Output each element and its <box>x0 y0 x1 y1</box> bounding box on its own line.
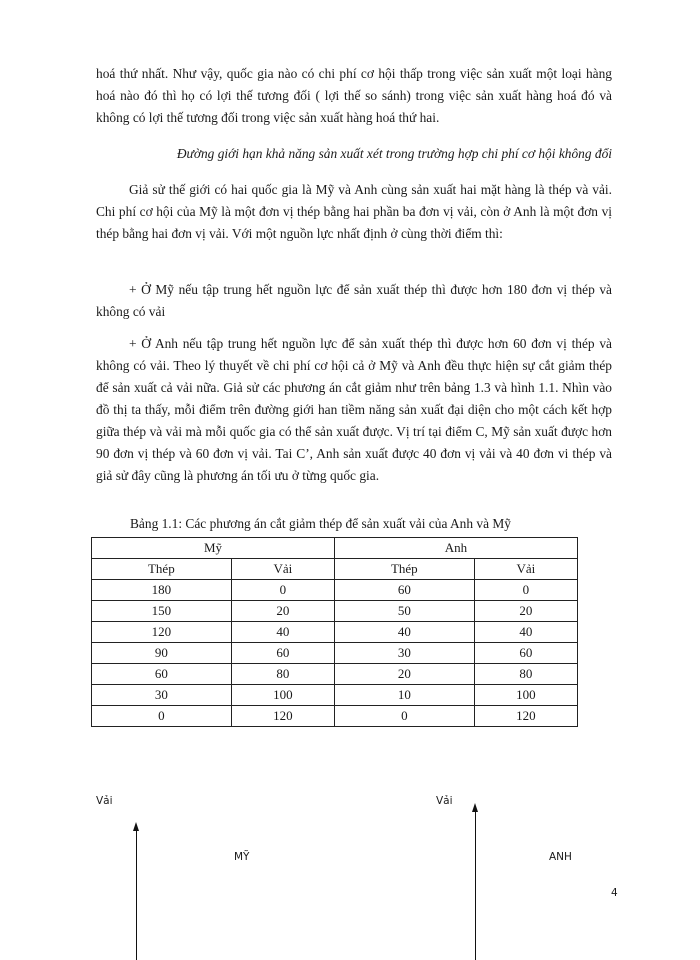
table-cell: 90 <box>92 643 232 664</box>
table-cell: 40 <box>231 622 334 643</box>
table-cell: 40 <box>474 622 577 643</box>
table-cell: 100 <box>474 685 577 706</box>
table-cell: 180 <box>92 580 232 601</box>
table-row <box>92 706 578 727</box>
paragraph-assumption: Giả sử thế giới có hai quốc gia là Mỹ và Anh cùng sản xuất hai mặt hàng là thép và vải. Chi phí cơ hội của Mỹ là một đơn vị thép bằng hai phần ba đơn vị vải, còn ở Anh là một đơn vị thép bằng hai đơn vị vải. Với một nguồn lực nhất định ở cùng thời điểm thì: <box>96 182 612 241</box>
table-group-header-row <box>92 538 578 559</box>
table-row <box>92 664 578 685</box>
group-header-usa: Mỹ <box>92 538 335 559</box>
section-title: Đường giới hạn khả năng sản xuất xét trong trường hợp chi phí cơ hội không đổi <box>176 146 612 161</box>
table-cell: 40 <box>334 622 474 643</box>
table-cell: 0 <box>334 706 474 727</box>
table-cell: 120 <box>231 706 334 727</box>
column-header: Thép <box>334 559 474 580</box>
table-cell: 60 <box>231 643 334 664</box>
table-cell: 50 <box>334 601 474 622</box>
table-cell: 20 <box>474 601 577 622</box>
paragraph-usa: + Ở Mỹ nếu tập trung hết nguồn lực để sản xuất thép thì được hơn 180 đơn vị thép và không có vải <box>96 282 612 319</box>
table-cell: 120 <box>92 622 232 643</box>
table-cell: 20 <box>334 664 474 685</box>
right-y-axis <box>475 810 476 960</box>
table-cell: 10 <box>334 685 474 706</box>
right-axis-label: Vải <box>436 795 453 807</box>
table-row <box>92 685 578 706</box>
table-cell: 60 <box>92 664 232 685</box>
table-caption: Bảng 1.1: Các phương án cắt giảm thép để sản xuất vải của Anh và Mỹ <box>130 516 511 531</box>
table-cell: 0 <box>474 580 577 601</box>
table-cell: 60 <box>474 643 577 664</box>
table-row <box>92 643 578 664</box>
table-cell: 0 <box>92 706 232 727</box>
table-cell: 60 <box>334 580 474 601</box>
table-cell: 80 <box>231 664 334 685</box>
group-header-uk: Anh <box>334 538 577 559</box>
table-cell: 30 <box>334 643 474 664</box>
right-chart-title: ANH <box>549 851 572 863</box>
production-table <box>91 537 578 727</box>
column-header: Vải <box>474 559 577 580</box>
table-cell: 150 <box>92 601 232 622</box>
paragraph-intro: hoá thứ nhất. Như vậy, quốc gia nào có chi phí cơ hội thấp trong việc sản xuất một loại hàng hoá nào đó thì họ có lợi thế tương đối ( lợi thế so sánh) trong việc sản xuất hàng hoá đó và không có lợi thế tương đối trong việc sản xuất hàng hoá thứ hai. <box>96 66 612 125</box>
table-row <box>92 580 578 601</box>
table-cell: 20 <box>231 601 334 622</box>
table-column-header-row <box>92 559 578 580</box>
left-y-axis <box>136 828 137 960</box>
table-cell: 100 <box>231 685 334 706</box>
table-row <box>92 622 578 643</box>
paragraph-uk: + Ở Anh nếu tập trung hết nguồn lực để sản xuất thép thì được hơn 60 đơn vị thép và không có vải. Theo lý thuyết về chi phí cơ hội cả ở Mỹ và Anh đều thực hiện sự cắt giảm thép để sản xuất cả vải nữa. Giả sử các phương án cắt giảm như trên bảng 1.3 và hình 1.1. Nhìn vào đồ thị ta thấy, mỗi điểm trên đường giới han tiềm năng sản xuất đại diện cho một cách kết hợp giữa thép và vải mà mỗi quốc gia có thể sản xuất được. Vị trí tại điểm C, Mỹ sản xuất được hơn 90 đơn vị thép và 60 đơn vị vải. Tai C’, Anh sản xuất được 40 đơn vị vải và 40 đơn vi thép và giả sử đây cũng là phương án tối ưu ở từng quốc gia. <box>96 336 612 483</box>
column-header: Thép <box>92 559 232 580</box>
page-number: 4 <box>611 887 618 899</box>
table-cell: 80 <box>474 664 577 685</box>
left-axis-label: Vải <box>96 795 113 807</box>
table-row <box>92 601 578 622</box>
table-cell: 120 <box>474 706 577 727</box>
left-chart-title: MỸ <box>234 851 250 863</box>
table-cell: 0 <box>231 580 334 601</box>
table-cell: 30 <box>92 685 232 706</box>
column-header: Vải <box>231 559 334 580</box>
